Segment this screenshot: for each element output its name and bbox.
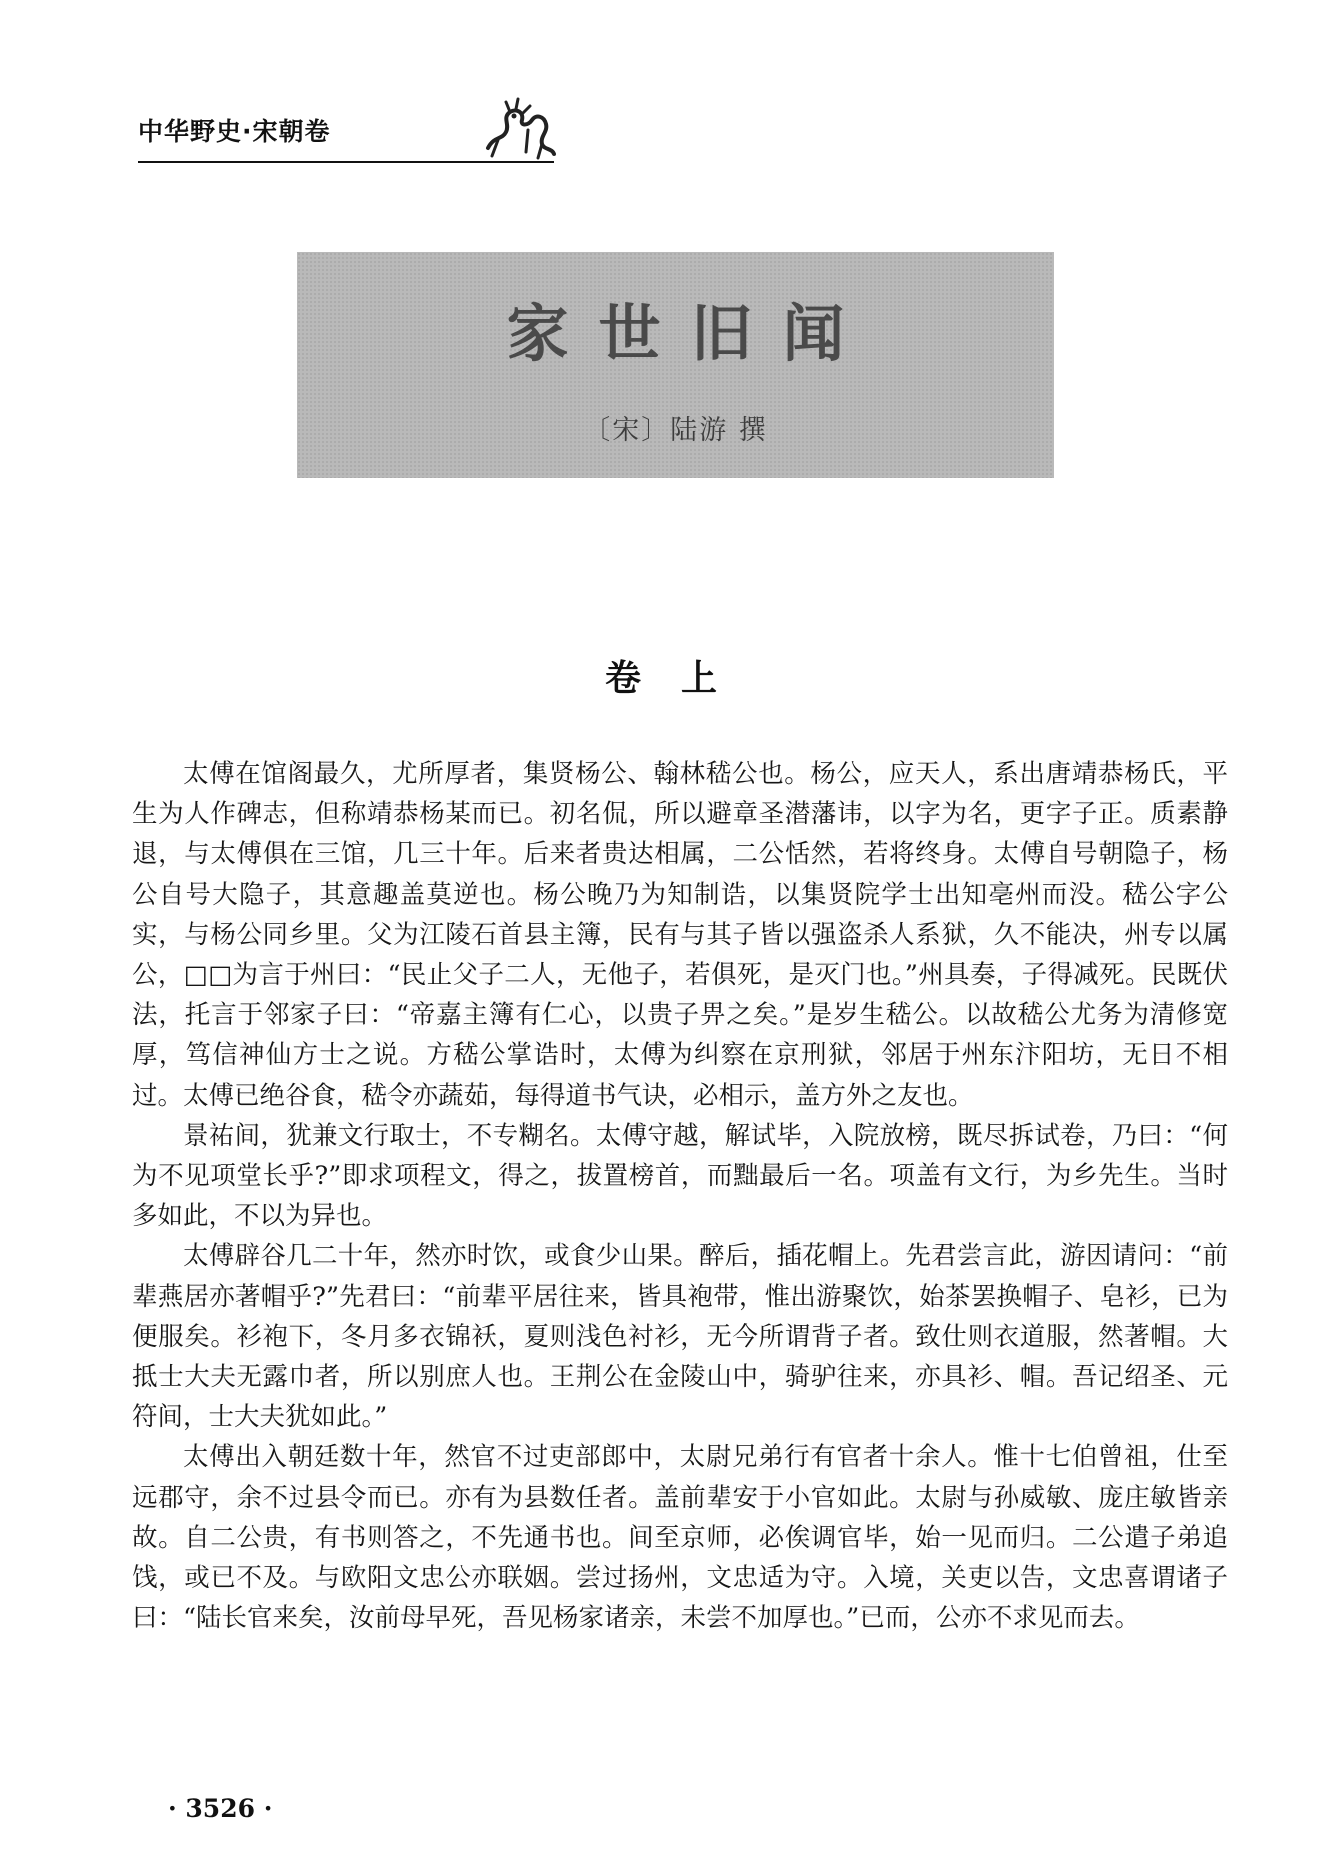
paragraph: 景祐间，犹兼文行取士，不专糊名。太傅守越，解试毕，入院放榜，既尽拆试卷，乃曰：“何为不见项堂长乎?”即求项程文，得之，拔置榜首，而黜最后一名。项盖有文行，为乡先生。当时多如此，不以为异也。 <box>132 1120 1228 1232</box>
dragon-ornament-icon <box>480 96 560 162</box>
running-head: 中华野史·宋朝卷 <box>138 117 331 146</box>
section-heading: 卷上 <box>604 658 757 699</box>
title-banner <box>297 252 1054 478</box>
book-title: 家世旧闻 <box>506 297 875 370</box>
paragraph: 太傅辟谷几二十年，然亦时饮，或食少山果。醉后，插花帽上。先君尝言此，游因请问：“前辈燕居亦著帽乎?”先君曰：“前辈平居往来，皆具袍带，惟出游聚饮，始茶罢换帽子、皂衫，已为便服矣。衫袍下，冬月多衣锦袄，夏则浅色衬衫，无今所谓背子者。致仕则衣道服，然著帽。大抵士大夫无露巾者，所以别庶人也。王荆公在金陵山中，骑驴往来，亦具衫、帽。吾记绍圣、元符间，士大夫犹如此。” <box>132 1241 1228 1433</box>
paragraph: 太傅在馆阁最久，尤所厚者，集贤杨公、翰林嵇公也。杨公，应天人，系出唐靖恭杨氏，平生为人作碑志，但称靖恭杨某而已。初名侃，所以避章圣潜藩讳，以字为名，更字子正。质素静退，与太傅俱在三馆，几三十年。后来者贵达相属，二公恬然，若将终身。太傅自号朝隐子，杨公自号大隐子，其意趣盖莫逆也。杨公晚乃为知制诰，以集贤院学士出知亳州而没。嵇公字公实，与杨公同乡里。父为江陵石首县主簿，民有与其子皆以强盗杀人系狱，久不能决，州专以属公，□□为言于州曰：“民止父子二人，无他子，若俱死，是灭门也。”州具奏，子得减死。民既伏法，托言于邻家子曰：“帝嘉主簿有仁心，以贵子畀之矣。”是岁生嵇公。以故嵇公尤务为清修宽厚，笃信神仙方士之说。方嵇公掌诰时，太傅为纠察在京刑狱，邻居于州东汴阳坊，无日不相过。太傅已绝谷食，嵇令亦蔬茹，每得道书气诀，必相示，盖方外之友也。 <box>132 759 1228 1111</box>
body-text <box>132 754 1228 1638</box>
page-number: · 3526 · <box>168 1794 273 1823</box>
paragraph: 太傅出入朝廷数十年，然官不过吏部郎中，太尉兄弟行有官者十余人。惟十七伯曾祖，仕至远郡守，余不过县令而已。亦有为县数任者。盖前辈安于小官如此。太尉与孙威敏、庞庄敏皆亲故。自二公贵，有书则答之，不先通书也。间至京师，必俟调官毕，始一见而归。二公遣子弟追饯，或已不及。与欧阳文忠公亦联姻。尝过扬州，文忠适为守。入境，关吏以告，文忠喜谓诸子曰：“陆长官来矣，汝前母早死，吾见杨家诸亲，未尝不加厚也。”已而，公亦不求见而去。 <box>132 1442 1228 1634</box>
book-author: 〔宋〕陆游 撰 <box>583 415 768 446</box>
